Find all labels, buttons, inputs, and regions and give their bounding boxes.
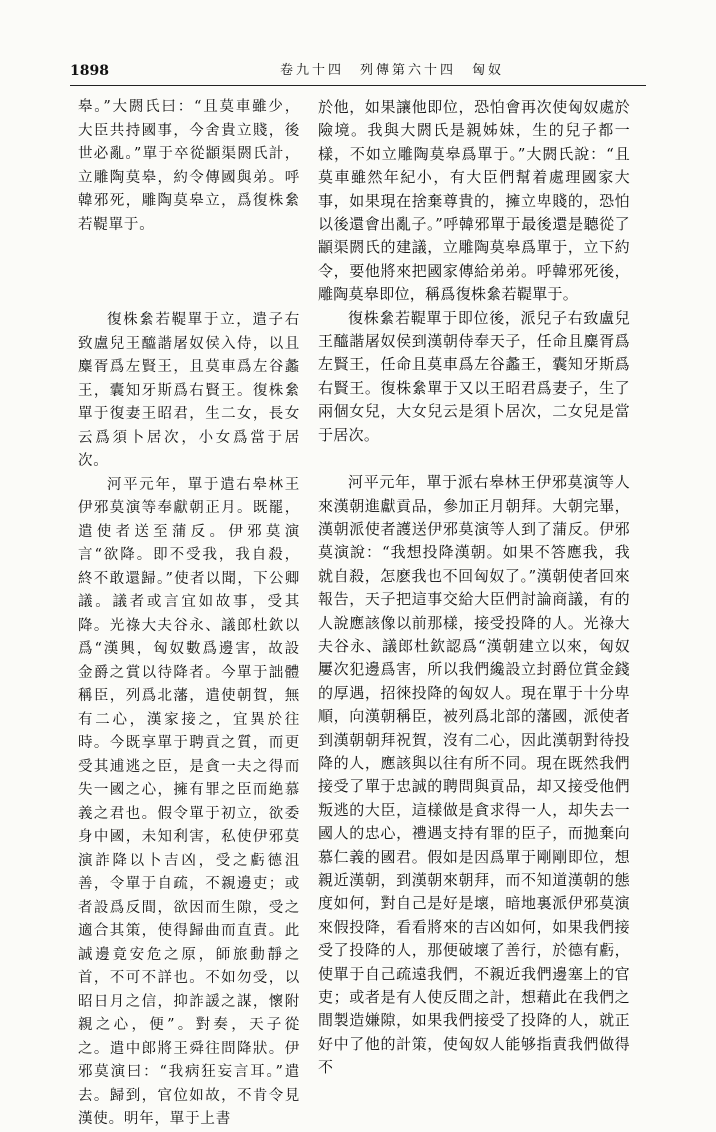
page-header (70, 60, 646, 82)
classical-text-column (78, 96, 300, 1132)
translation-paragraph: 復株絫若鞮單于即位後，派兒子右致盧兒王醯諧屠奴侯到漢朝侍奉天子，任命且麋胥爲左賢王，任命且莫車爲左谷蠡王，囊知牙斯爲右賢王。復株絫單于又以王昭君爲妻子，生了兩個女兒，大女兒云是須卜居次，二女兒是當于居次。 (318, 308, 630, 444)
classical-paragraph: 復株絫若鞮單于立，遣子右致盧兒王醯諧屠奴侯入侍，以且麋胥爲左賢王，且莫車爲左谷蠡王，囊知牙斯爲右賢王。復株絫單于復妻王昭君，生二女，長女云爲須卜居次，小女爲當于居次。 (78, 312, 300, 469)
translation-paragraph: 於他，如果讓他即位，恐怕會再次使匈奴處於險境。我與大閼氏是親姊妹，生的兒子都一樣，不如立雕陶莫皋爲單于。”大閼氏說：“且莫車雖然年紀小，有大臣們幫着處理國家大事，如果現在捨棄尊貴的，擁立卑賤的，恐怕以後還會出亂子。”呼韓邪單于最後還是聽從了顓渠閼氏的建議，立雕陶莫皋爲單于，立下約令，要他將來把國家傳給弟弟。呼韓邪死後，雕陶莫皋即位，稱爲復株絫若鞮單于。 (318, 98, 630, 304)
translation-column (318, 96, 630, 1080)
running-title: 卷九十四 列傳第六十四 匈奴 (280, 63, 505, 78)
section-gap (78, 237, 300, 309)
classical-paragraph: 河平元年，單于遣右皋林王伊邪莫演等奉獻朝正月。既罷，遣使者送至蒲反。伊邪莫演言“欲降。即不受我，我自殺，終不敢還歸。”使者以聞，下公卿議。議者或言宜如故事，受其降。光祿大夫谷永、議郎杜欽以爲“漢興，匈奴數爲邊害，故設金爵之賞以待降者。今單于詘體稱臣，列爲北藩，遣使朝賀，無有二心，漢家接之，宜異於往時。今既享單于聘貢之質，而更受其逋逃之臣，是貪一夫之得而失一國之心，擁有罪之臣而絶慕義之君也。假令單于初立，欲委身中國，未知利害，私使伊邪莫演詐降以卜吉凶，受之虧德沮善，令單于自疏，不親邊吏；或者設爲反間，欲因而生隙，受之適合其策，使得歸曲而直責。此誠邊竟安危之原，師旅動靜之首，不可不詳也。不如勿受，以昭日月之信，抑詐諼之謀，懷附親之心，便”。對奏，天子從之。遣中郎將王舜往問降狀。伊邪莫演曰：“我病狂妄言耳。”遣去。歸到，官位如故，不肯令見漢使。明年，單于上書 (78, 476, 300, 1127)
page-number: 1898 (70, 63, 109, 79)
section-gap (318, 447, 630, 471)
classical-paragraph: 皋。”大閼氏曰：“且莫車雖少，大臣共持國事，今舍貴立賤，後世必亂。”單于卒從顓渠閼氏計，立雕陶莫皋，約令傳國與弟。呼韓邪死，雕陶莫皋立，爲復株絫若鞮單于。 (78, 99, 300, 233)
header-rule (70, 85, 646, 86)
translation-paragraph: 河平元年，單于派右皋林王伊邪莫演等人來漢朝進獻貢品，參加正月朝拜。大朝完畢，漢朝派使者護送伊邪莫演等人到了蒲反。伊邪莫演說：“我想投降漢朝。如果不答應我，我就自殺，怎麽我也不回匈奴了。”漢朝使者回來報告，天子把這事交給大臣們討論商議，有的人說應該像以前那樣，接受投降的人。光祿大夫谷永、議郎杜欽認爲“漢朝建立以來，匈奴屢次犯邊爲害，所以我們纔設立封爵位賞金錢的厚遇，招徠投降的匈奴人。現在單于十分卑順，向漢朝稱臣，被列爲北部的藩國，派使者到漢朝朝拜祝賀，沒有二心，因此漢朝對待投降的人，應該與以往有所不同。現在既然我們接受了單于忠誠的聘問與貢品，却又接受他們叛逃的大臣，這樣做是貪求得一人，却失去一國人的忠心，禮遇支持有罪的臣子，而拋棄向慕仁義的國君。假如是因爲單于剛剛即位，想親近漢朝，到漢朝來朝拜，而不知道漢朝的態度如何，對自己是好是壞，暗地裏派伊邪莫演來假投降，看看將來的吉凶如何，如果我們接受了投降的人，那便破壞了善行，於德有虧，使單于自己疏遠我們，不親近我們邊塞上的官吏；或者是有人使反間之計，想藉此在我們之間製造嫌隙，如果我們接受了投降的人，就正好中了他的計策，使匈奴人能够指責我們做得不 (318, 473, 630, 1077)
